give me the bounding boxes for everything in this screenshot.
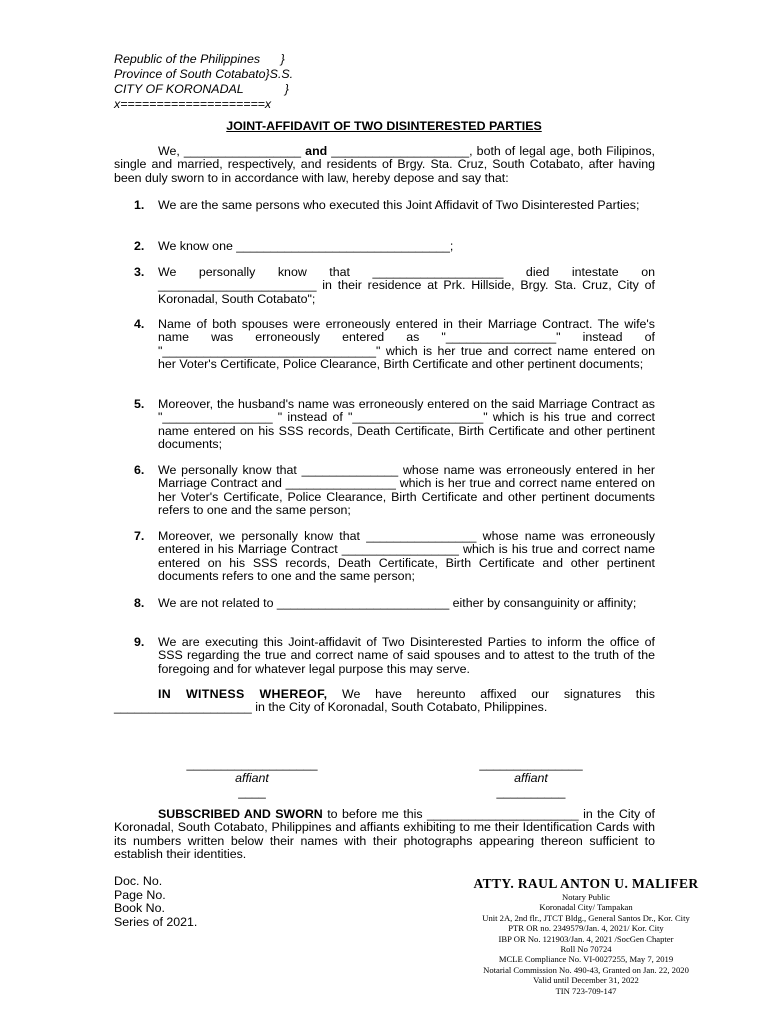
book-no: Book No. bbox=[114, 901, 165, 916]
item-number: 7. bbox=[134, 529, 145, 543]
numbered-item bbox=[114, 318, 655, 372]
affiant-label: affiant bbox=[514, 771, 548, 785]
affiant-label: affiant bbox=[235, 771, 269, 785]
numbered-item bbox=[114, 398, 655, 452]
caption-line: Province of South Cotabato}S.S. bbox=[114, 67, 294, 81]
notary-detail: TIN 723-709-147 bbox=[555, 985, 617, 996]
jurat-heading: SUBSCRIBED AND SWORN bbox=[158, 807, 323, 821]
item-number: 2. bbox=[134, 239, 145, 253]
notary-detail: Notary Public bbox=[562, 892, 610, 902]
id-line: ____ bbox=[238, 785, 266, 799]
caption-line: CITY OF KORONADAL } bbox=[114, 82, 289, 96]
intro-and: and bbox=[305, 144, 328, 158]
notary-detail: PTR OR no. 2349579/Jan. 4, 2021/ Kor. City bbox=[508, 923, 664, 934]
numbered-item bbox=[114, 266, 655, 306]
caption-line: Republic of the Philippines } bbox=[114, 52, 285, 66]
signature-line: _______________ bbox=[479, 757, 583, 771]
series: Series of 2021. bbox=[114, 914, 198, 929]
notary-detail: Roll No 70724 bbox=[560, 944, 612, 955]
caption-line: x====================x bbox=[114, 97, 272, 111]
witness-paragraph bbox=[114, 688, 655, 715]
intro-text: We, _________________ bbox=[158, 144, 306, 158]
item-text: We know one _______________________________; bbox=[158, 239, 454, 253]
notary-detail: Valid until December 31, 2022 bbox=[533, 975, 639, 986]
signature-line: ___________________ bbox=[186, 757, 318, 771]
witness-text: We have hereunto affixed our signatures this ____________________ in the City of Koronadal, South Cotabato, Philippines. bbox=[114, 687, 655, 715]
venue-caption bbox=[114, 52, 293, 112]
item-number: 5. bbox=[134, 397, 145, 411]
affiant-signature-block bbox=[461, 757, 601, 799]
notary-detail: MCLE Compliance No. VI-0027255, May 7, 2019 bbox=[498, 954, 674, 965]
item-number: 6. bbox=[134, 463, 145, 477]
numbered-item bbox=[114, 636, 655, 676]
item-text: We are the same persons who executed this Joint Affidavit of Two Disinterested Parties; bbox=[158, 198, 640, 212]
witness-heading: IN WITNESS WHEREOF, bbox=[158, 687, 328, 701]
numbered-item bbox=[114, 199, 655, 212]
page-no: Page No. bbox=[114, 887, 166, 902]
notarial-register bbox=[114, 875, 197, 929]
item-text: Moreover, we personally know that ________________ whose name was erroneously entered in his Marriage Contract _________________ which is his true and correct name entered on his SSS records, Death Certificate, Birth Certificate and other pertinent documents refers to one and the same person; bbox=[158, 529, 655, 584]
jurat-text: to before me this ______________________ in the City of Koronadal, South Cotabato, Philippines and affiants exhibiting to me their Identification Cards with its numbers written below their names with their photographs appearing thereon sufficient to establish their identities. bbox=[114, 807, 656, 862]
item-text: We personally know that ___________________ died intestate on _______________________ in their residence at Prk. Hillside, Brgy. Sta. Cruz, City of Koronadal, South Cotabato"; bbox=[158, 265, 655, 306]
item-number: 4. bbox=[134, 317, 145, 331]
doc-no: Doc. No. bbox=[114, 874, 163, 888]
notary-detail: Notarial Commission No. 490-43, Granted on Jan. 22, 2020 bbox=[483, 964, 689, 975]
item-text: We are not related to _________________________ either by consanguinity or affinity; bbox=[158, 596, 637, 610]
item-text: Name of both spouses were erroneously entered in their Marriage Contract. The wife's name was erroneously entered as "________________" instead of "_______________________________" which is her true and correct name entered on her Voter's Certificate, Police Clearance, Birth Certificate and other pertinent documents; bbox=[158, 317, 655, 372]
numbered-item bbox=[114, 597, 655, 610]
jurat-paragraph bbox=[114, 808, 655, 862]
id-line: __________ bbox=[496, 785, 566, 799]
affiant-signature-block bbox=[172, 757, 332, 799]
notary-detail: IBP OR No. 121903/Jan. 4, 2021 /SocGen Chapter bbox=[498, 933, 674, 944]
numbered-item bbox=[114, 464, 655, 518]
intro-paragraph bbox=[114, 145, 655, 185]
notary-detail: Unit 2A, 2nd flr., JTCT Bldg., General Santos Dr., Kor. City bbox=[482, 912, 690, 923]
notary-block bbox=[456, 876, 716, 996]
notary-detail: Koronadal City/ Tampakan bbox=[539, 902, 633, 913]
item-text: We personally know that ______________ whose name was erroneously entered in her Marriage Contract and ________________ which is her true and correct name entered on her Voter's Certificate, Police Clearance, Birth Certificate and other pertinent documents refers to one and the same person; bbox=[158, 463, 655, 518]
notary-name: ATTY. RAUL ANTON U. MALIFER bbox=[473, 876, 699, 891]
item-number: 3. bbox=[134, 265, 145, 279]
document-title: JOINT-AFFIDAVIT OF TWO DISINTERESTED PARTIES bbox=[226, 119, 542, 133]
item-number: 8. bbox=[134, 596, 145, 610]
numbered-item bbox=[114, 530, 655, 584]
item-number: 9. bbox=[134, 635, 145, 649]
item-number: 1. bbox=[134, 198, 145, 212]
numbered-item bbox=[114, 240, 655, 253]
intro-text: ____________________, both of legal age, both Filipinos, single and married, respectively, and residents of Brgy. Sta. Cruz, South Cotabato, after having been duly sworn to in accordance with law, hereby depose and say that: bbox=[114, 144, 655, 185]
item-text: We are executing this Joint-affidavit of Two Disinterested Parties to inform the office of SSS regarding the true and correct name of said spouses and to attest to the truth of the foregoing and for whatever legal purpose this may serve. bbox=[158, 635, 655, 676]
item-text: Moreover, the husband's name was erroneously entered on the said Marriage Contract as "________________ " instead of "___________________" which is his true and correct name entered on his SSS records, Death Certificate, Birth Certificate and other pertinent documents; bbox=[158, 397, 655, 452]
